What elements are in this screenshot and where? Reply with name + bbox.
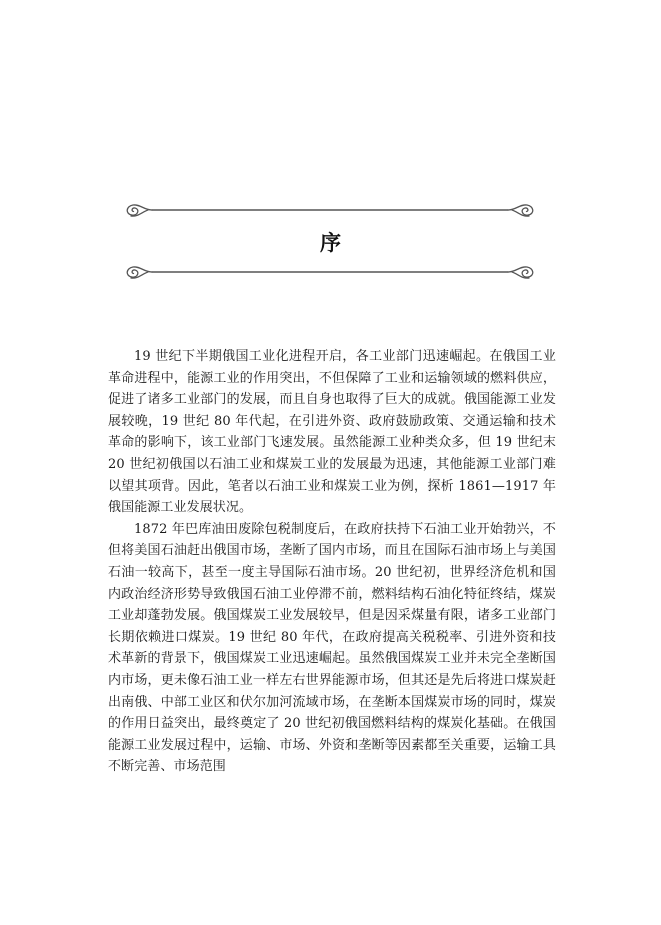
paragraph-2: 1872 年巴库油田废除包税制度后，在政府扶持下石油工业开始勃兴，不但将美国石油赶出俄国市场，垄断了国内市场，而且在国际石油市场上与美国石油一较高下，甚至一度主导国际石油市场。20 世纪初，世界经济危机和国内政治经济形势导致俄国石油工业停滞不前，燃料结构石油化特征终结，煤炭工业却蓬勃发展。俄国煤炭工业发展较早，但是因采煤量有限，诸多工业部门长期依赖进口煤炭。19 世纪 80 年代，在政府提高关税税率、引进外资和技术革新的背景下，俄国煤炭工业迅速崛起。虽然俄国煤炭工业并未完全垄断国内市场，更未像石油工业一样左右世界能源市场，但其还是先后将进口煤炭赶出南俄、中部工业区和伏尔加河流域市场，在垄断本国煤炭市场的同时，煤炭的作用日益突出，最终奠定了 20 世纪初俄国燃料结构的煤炭化基础。在俄国能源工业发展过程中，运输、市场、外资和垄断等因素都至关重要，运输工具不断完善、市场范围	[108, 521, 556, 775]
preface-body	[108, 346, 556, 778]
title-ornament-top	[122, 200, 538, 220]
page-title: 序	[320, 231, 341, 255]
paragraph-1: 19 世纪下半期俄国工业化进程开启，各工业部门迅速崛起。在俄国工业革命进程中，能源工业的作用突出，不但保障了工业和运输领域的燃料供应，促进了诸多工业部门的发展，而且自身也取得了巨大的成就。俄国能源工业发展较晚，19 世纪 80 年代起，在引进外资、政府鼓励政策、交通运输和技术革命的影响下，该工业部门飞速发展。虽然能源工业种类众多，但 19 世纪末 20 世纪初俄国以石油工业和煤炭工业的发展最为迅速，其他能源工业部门难以望其项背。因此，笔者以石油工业和煤炭工业为例，探析 1861—1917 年俄国能源工业发展状况。	[108, 349, 556, 516]
flourish-divider-icon	[122, 262, 538, 282]
flourish-divider-icon	[122, 200, 538, 220]
title-ornament-bottom	[122, 262, 538, 282]
